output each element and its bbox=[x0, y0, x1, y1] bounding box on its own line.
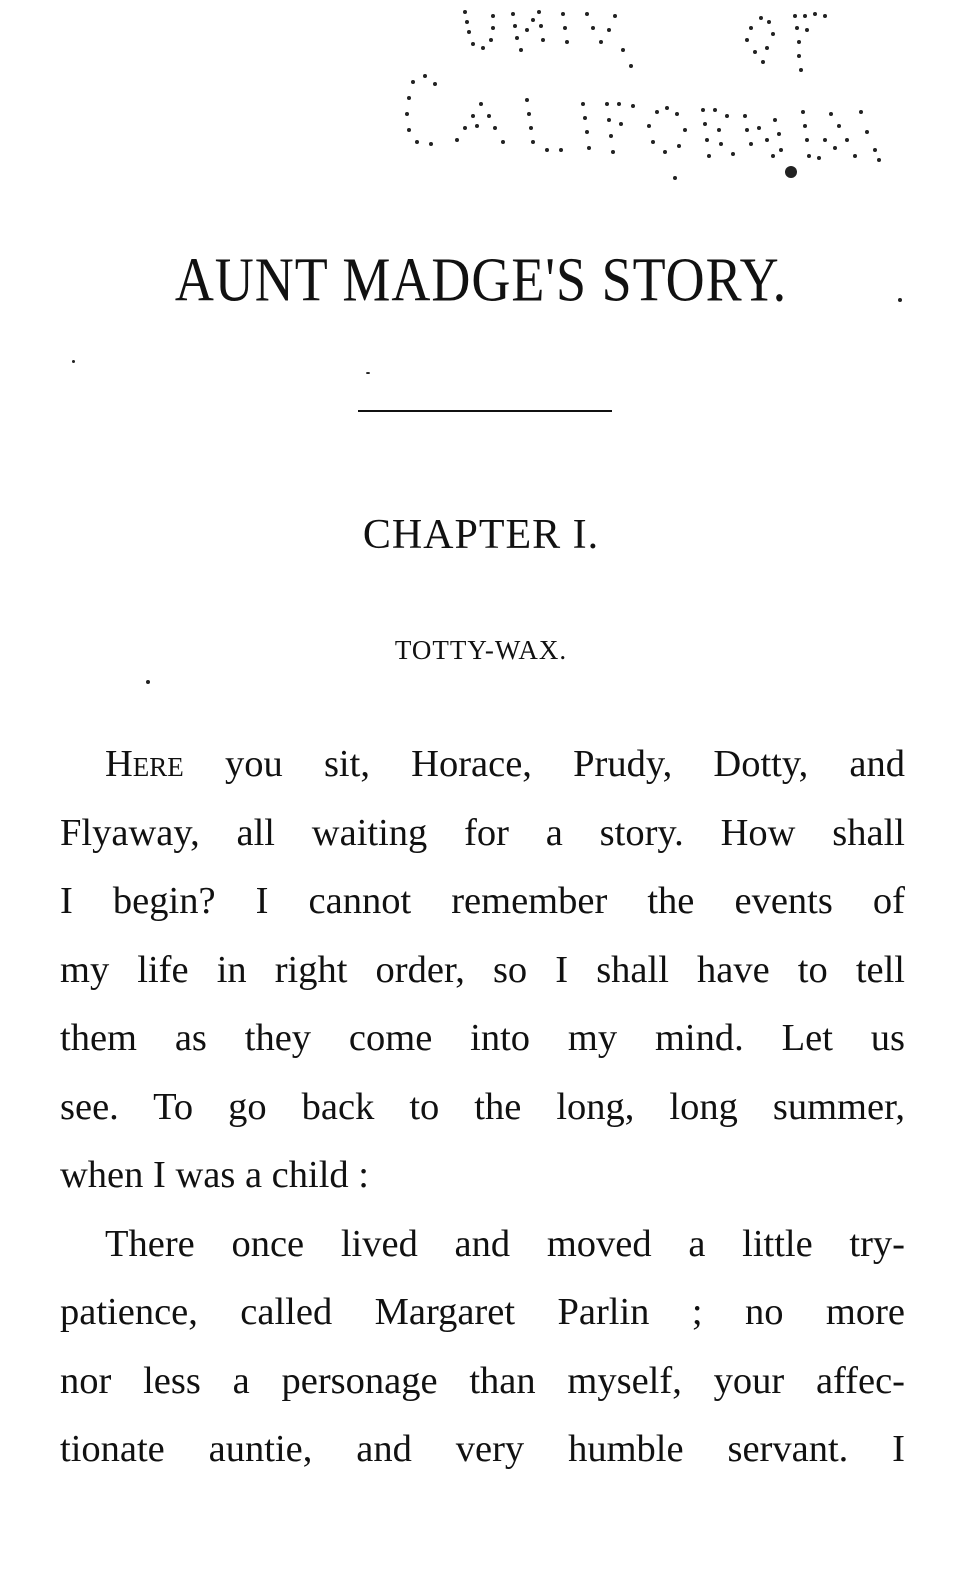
paragraph-line: them as they come into my mind. Let us bbox=[60, 1017, 905, 1059]
paragraph-line: I begin? I cannot remember the events of bbox=[60, 880, 905, 922]
print-speck bbox=[366, 372, 370, 374]
print-speck bbox=[898, 298, 902, 302]
paragraph-line: Flyaway, all waiting for a story. How shall bbox=[60, 811, 905, 854]
paragraph-line: patience, called Margaret Parlin ; no more bbox=[60, 1291, 905, 1333]
drop-word: Here bbox=[105, 743, 184, 785]
body-text bbox=[60, 730, 905, 1484]
paragraph-line: nor less a personage than myself, your affec- bbox=[60, 1359, 905, 1402]
paragraph-line: tionate auntie, and very humble servant. I bbox=[60, 1428, 905, 1470]
paragraph-line: my life in right order, so I shall have to tell bbox=[60, 948, 905, 991]
paragraph-line: There once lived and moved a little try- bbox=[105, 1222, 905, 1265]
book-title: AUNT MADGE'S STORY. bbox=[174, 245, 788, 315]
perforation-dots bbox=[405, 10, 881, 180]
title-divider-rule bbox=[358, 410, 612, 412]
paragraph-2 bbox=[60, 1210, 905, 1484]
paragraph-line: when I was a child : bbox=[60, 1154, 369, 1196]
library-perforation-stamp bbox=[395, 0, 895, 190]
print-speck bbox=[146, 680, 150, 684]
paragraph-line: Here you sit, Horace, Prudy, Dotty, and bbox=[105, 743, 905, 785]
chapter-subtitle: TOTTY-WAX. bbox=[394, 635, 568, 665]
chapter-heading: CHAPTER I. bbox=[362, 512, 600, 558]
paragraph-line: see. To go back to the long, long summer, bbox=[60, 1085, 905, 1128]
print-speck bbox=[72, 360, 75, 363]
paragraph-1 bbox=[60, 730, 905, 1210]
